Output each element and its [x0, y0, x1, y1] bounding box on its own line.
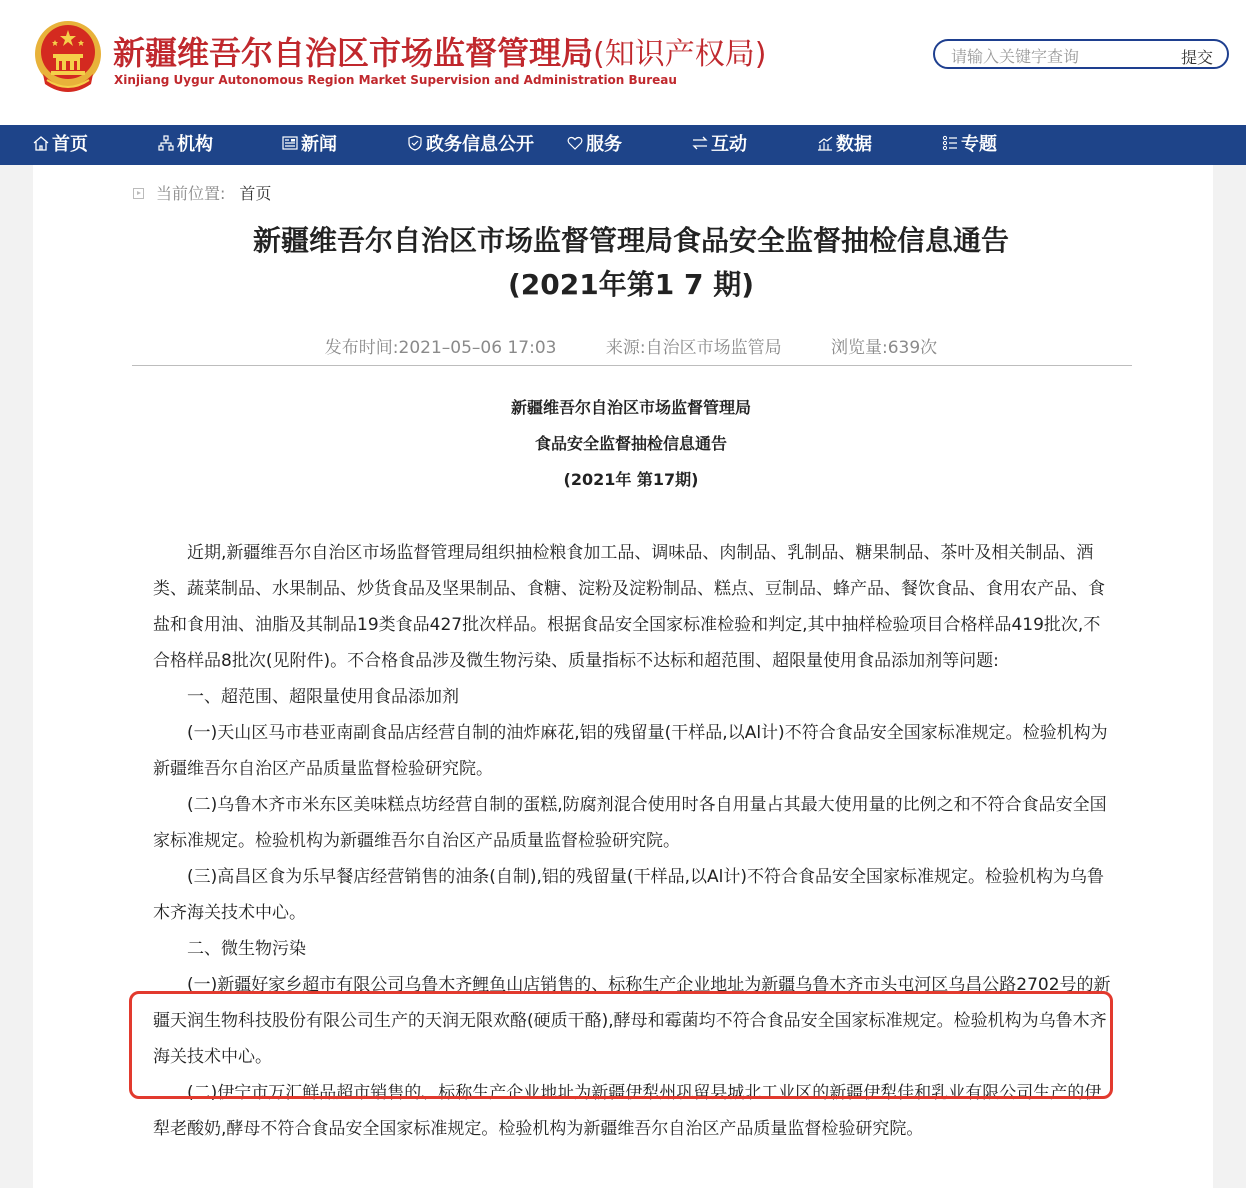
article-container: [33, 165, 1213, 1188]
heart-icon: [566, 134, 584, 152]
section-heading: 一、超范围、超限量使用食品添加剂: [187, 687, 459, 707]
search-submit-button[interactable]: 提交: [1180, 48, 1213, 67]
shield-icon: [406, 134, 424, 152]
paragraph: (二)伊宁市万汇鲜品超市销售的、标称生产企业地址为新疆伊犁州巩留县城北工业区的新疆伊犁佳和乳业有限公司生产的伊犁老酸奶,酵母不符合食品安全国家标准规定。检验机构为新疆维吾尔自治区产品质量监督检验研究院。: [153, 1083, 1102, 1139]
chart-icon: [816, 134, 834, 152]
home-icon: [32, 134, 50, 152]
paragraph: (一)天山区马市巷亚南副食品店经营自制的油炸麻花,铝的残留量(干样品,以Al计)不符合食品安全国家标准规定。检验机构为新疆维吾尔自治区产品质量监督检验研究院。: [153, 723, 1108, 779]
paragraph: (三)高昌区食为乐早餐店经营销售的油条(自制),铝的残留量(干样品,以Al计)不符合食品安全国家标准规定。检验机构为乌鲁木齐海关技术中心。: [153, 867, 1104, 923]
breadcrumb-home-link[interactable]: 首页: [239, 184, 272, 203]
divider: [132, 365, 1132, 366]
paragraph: (二)乌鲁木齐市米东区美味糕点坊经营自制的蛋糕,防腐剂混合使用时各自用量占其最大使用量的比例之和不符合食品安全国家标准规定。检验机构为新疆维吾尔自治区产品质量监督检验研究院。: [153, 795, 1107, 851]
nav-item-topic[interactable]: 专题: [941, 125, 997, 165]
view-count: 浏览量:639次: [831, 338, 938, 358]
main-nav: [0, 125, 1246, 165]
site-title-english: Xinjiang Uygur Autonomous Region Market Supervision and Administration Bureau: [114, 73, 677, 87]
nav-item-gov-info[interactable]: 政务信息公开: [406, 125, 534, 165]
breadcrumb-arrow-icon: [133, 188, 144, 199]
nav-item-home[interactable]: 首页: [32, 125, 88, 165]
national-emblem-icon: [33, 18, 103, 94]
paragraph: 近期,新疆维吾尔自治区市场监督管理局组织抽检粮食加工品、调味品、肉制品、乳制品、糖果制品、茶叶及相关制品、酒类、蔬菜制品、水果制品、炒货食品及坚果制品、食糖、淀粉及淀粉制品、糕点、豆制品、蜂产品、餐饮食品、食用农产品、食盐和食用油、油脂及其制品19类食品427批次样品。根据食品安全国家标准检验和判定,其中抽样检验项目合格样品419批次,不合格样品8批次(见附件)。不合格食品涉及微生物污染、质量指标不达标和超范围、超限量使用食品添加剂等问题:: [153, 543, 1105, 671]
site-header: [0, 0, 1246, 125]
breadcrumb: 当前位置: 首页: [133, 181, 271, 204]
org-icon: [157, 134, 175, 152]
nav-item-interact[interactable]: 互动: [691, 125, 747, 165]
search-input[interactable]: [949, 45, 1153, 67]
search-box: [933, 39, 1229, 69]
article-title-line2: (2021年第1 7 期): [508, 268, 754, 301]
nav-item-org[interactable]: 机构: [157, 125, 213, 165]
section-heading: 二、微生物污染: [187, 939, 306, 959]
highlight-box: [129, 991, 1113, 1099]
article-source: 来源:自治区市场监管局: [605, 338, 782, 358]
publish-time: 发布时间:2021–05–06 17:03: [324, 338, 557, 358]
nav-item-data[interactable]: 数据: [816, 125, 872, 165]
nav-item-news[interactable]: 新闻: [281, 125, 337, 165]
notice-subhead-1: 新疆维吾尔自治区市场监督管理局: [510, 398, 751, 417]
nav-item-service[interactable]: 服务: [566, 125, 622, 165]
list-icon: [941, 134, 959, 152]
notice-subhead-3: (2021年 第17期): [563, 470, 699, 489]
exchange-icon: [691, 134, 709, 152]
notice-subhead-2: 食品安全监督抽检信息通告: [534, 434, 727, 453]
article-meta: [33, 333, 1229, 358]
news-icon: [281, 134, 299, 152]
site-title: 新疆维吾尔自治区市场监督管理局(知识产权局): [113, 34, 767, 72]
article-title-line1: 新疆维吾尔自治区市场监督管理局食品安全监督抽检信息通告: [252, 224, 1009, 257]
paragraph-highlighted: (一)新疆好家乡超市有限公司乌鲁木齐鲤鱼山店销售的、标称生产企业地址为新疆乌鲁木齐市头屯河区乌昌公路2702号的新疆天润生物科技股份有限公司生产的天润无限欢酪(硬质干酪),酵母和霉菌均不符合食品安全国家标准规定。检验机构为乌鲁木齐海关技术中心。: [153, 975, 1111, 1067]
